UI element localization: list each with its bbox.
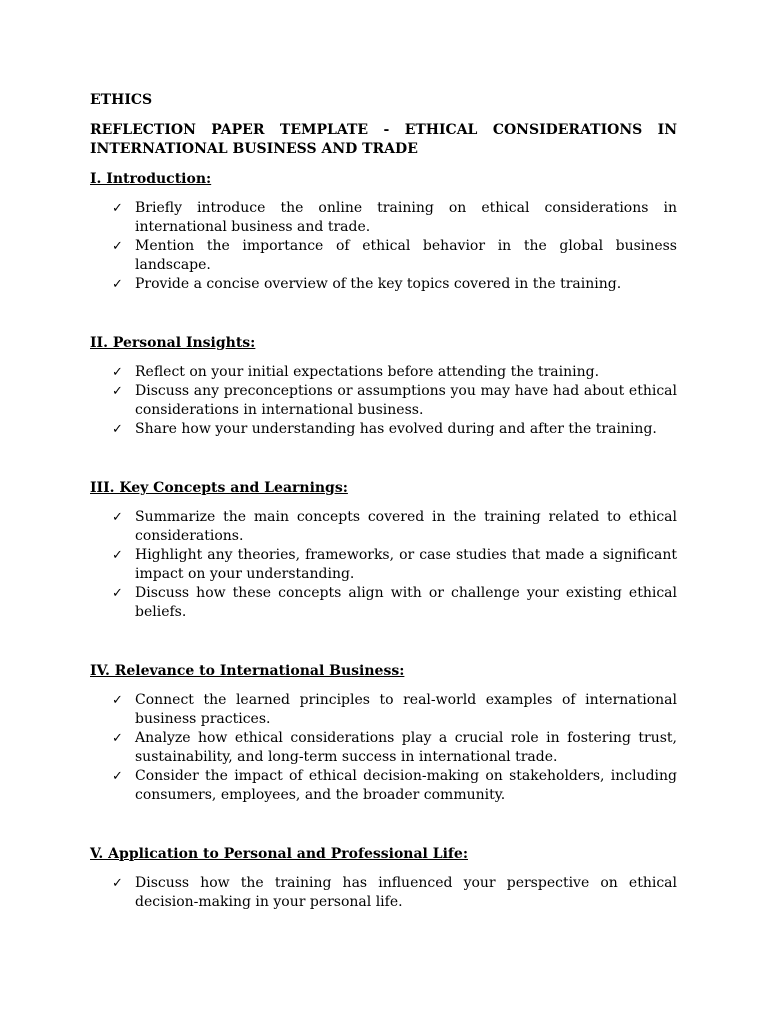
list-item-text: Discuss how the training has influenced your perspective on ethical decision-making in your personal life.: [135, 875, 677, 910]
checklist: [90, 508, 677, 622]
section-key-concepts: [90, 479, 677, 662]
list-item: [90, 237, 677, 275]
list-item-text: Discuss any preconceptions or assumptions you may have had about ethical considerations in international business.: [135, 383, 677, 418]
list-item-text: Mention the importance of ethical behavior in the global business landscape.: [135, 238, 677, 273]
list-item: [90, 382, 677, 420]
list-item: [90, 508, 677, 546]
checkmark-icon: ✓: [112, 731, 123, 746]
checkmark-icon: ✓: [112, 201, 123, 216]
list-item: [90, 420, 677, 439]
section-spacer: [90, 294, 677, 334]
document-title: ETHICS: [90, 92, 153, 108]
section-heading: V. Application to Personal and Professional Life:: [90, 846, 468, 862]
checklist: [90, 691, 677, 805]
checklist: [90, 363, 677, 439]
checkmark-icon: ✓: [112, 277, 123, 292]
section-application: [90, 845, 677, 912]
list-item: [90, 729, 677, 767]
section-heading: III. Key Concepts and Learnings:: [90, 480, 348, 496]
document-page: [90, 91, 677, 912]
section-heading: II. Personal Insights:: [90, 335, 256, 351]
section-heading: I. Introduction:: [90, 171, 212, 187]
checkmark-icon: ✓: [112, 769, 123, 784]
section-spacer: [90, 622, 677, 662]
checkmark-icon: ✓: [112, 693, 123, 708]
list-item: [90, 275, 677, 294]
section-relevance: [90, 662, 677, 845]
checklist: [90, 874, 677, 912]
list-item-text: Discuss how these concepts align with or challenge your existing ethical beliefs.: [135, 585, 677, 620]
checkmark-icon: ✓: [112, 239, 123, 254]
list-item: [90, 546, 677, 584]
checkmark-icon: ✓: [112, 422, 123, 437]
section-introduction: [90, 170, 677, 334]
list-item: [90, 767, 677, 805]
list-item: [90, 691, 677, 729]
checkmark-icon: ✓: [112, 365, 123, 380]
list-item: [90, 199, 677, 237]
section-personal-insights: [90, 334, 677, 479]
checkmark-icon: ✓: [112, 510, 123, 525]
list-item-text: Analyze how ethical considerations play a crucial role in fostering trust, sustainability, and long-term success in international trade.: [135, 730, 677, 765]
list-item-text: Consider the impact of ethical decision-making on stakeholders, including consumers, employees, and the broader community.: [135, 768, 677, 803]
document-subtitle: REFLECTION PAPER TEMPLATE - ETHICAL CONSIDERATIONS IN INTERNATIONAL BUSINESS AND TRADE: [90, 122, 677, 157]
section-spacer: [90, 439, 677, 479]
checkmark-icon: ✓: [112, 384, 123, 399]
checkmark-icon: ✓: [112, 548, 123, 563]
checkmark-icon: ✓: [112, 876, 123, 891]
list-item-text: Highlight any theories, frameworks, or case studies that made a significant impact on your understanding.: [135, 547, 677, 582]
list-item: [90, 874, 677, 912]
list-item-text: Summarize the main concepts covered in the training related to ethical considerations.: [135, 509, 677, 544]
list-item: [90, 584, 677, 622]
section-spacer: [90, 805, 677, 845]
list-item-text: Share how your understanding has evolved during and after the training.: [135, 421, 657, 437]
list-item-text: Briefly introduce the online training on ethical considerations in international business and trade.: [135, 200, 677, 235]
checkmark-icon: ✓: [112, 586, 123, 601]
list-item: [90, 363, 677, 382]
list-item-text: Connect the learned principles to real-world examples of international business practices.: [135, 692, 677, 727]
list-item-text: Reflect on your initial expectations before attending the training.: [135, 364, 600, 380]
list-item-text: Provide a concise overview of the key topics covered in the training.: [135, 276, 622, 292]
checklist: [90, 199, 677, 294]
section-heading: IV. Relevance to International Business:: [90, 663, 405, 679]
